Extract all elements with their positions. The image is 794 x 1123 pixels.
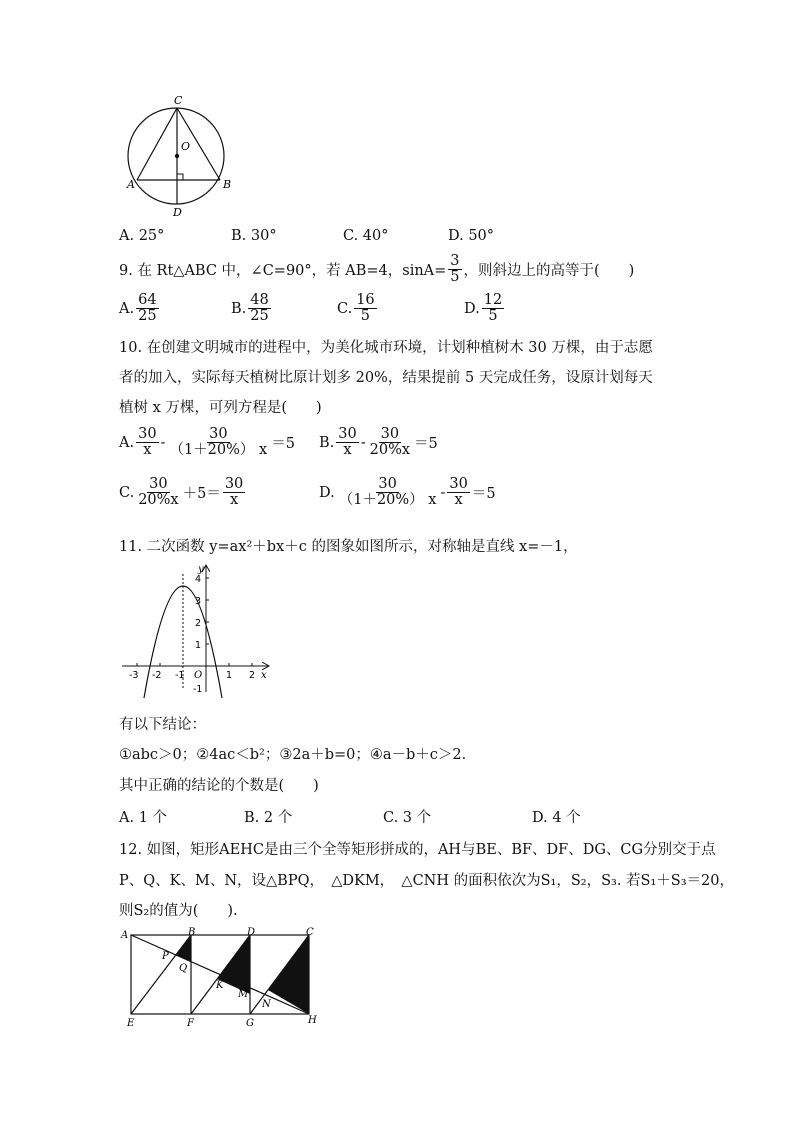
label-D: D [247,927,256,938]
x-axis-label: x [261,670,267,681]
q8-option-b: B. 30° [231,228,277,244]
label-G: G [246,1018,254,1029]
label-N: N [262,999,271,1010]
numerator: 30 [449,476,468,492]
q10-option-b [319,427,438,458]
label-B: B [188,927,196,938]
fraction [336,427,358,458]
parabola-graph [118,560,278,700]
denominator: x [143,442,152,459]
rhs: ＝5 [471,486,496,503]
numerator: 30 [209,426,228,442]
option-label: D. [464,300,480,317]
q9-stem-post: ，则斜边上的高等于( ) [463,263,635,280]
numerator: 30 [138,426,157,442]
y-tick-4: 4 [195,574,202,585]
y-tick-3: 3 [195,596,202,607]
label-Q: Q [179,963,188,974]
denominator: x [454,492,463,509]
option-label: C. [119,484,135,501]
q10-line2: 者的加入，实际每天植树比原计划多 20%，结果提前 5 天完成任务，设原计划每天 [119,370,653,386]
numerator: 64 [138,292,157,308]
label-F: F [187,1018,194,1029]
q9-option-c-fraction [354,293,376,324]
point-A-label: A [127,178,135,191]
origin-label: O [194,670,203,681]
q10-option-d [319,477,496,508]
label-P: P [162,951,169,962]
point-D-label: D [173,206,182,219]
fraction [368,427,412,458]
q8-option-d: D. 50° [448,228,495,244]
fraction [337,477,439,508]
y-axis-label: y [198,564,204,575]
fraction [223,477,245,508]
q9-option-c [337,293,379,324]
q11-option-b: B. 2 个 [244,810,293,826]
denominator: 20%x [138,492,179,509]
q12-line1: 12. 如图，矩形AEHC是由三个全等矩形拼成的，AH与BE、BF、DF、DG、CG分别交于点 [119,842,716,858]
q10-line1: 10. 在创建文明城市的进程中，为美化城市环境，计划种植树木 30 万棵，由于志愿 [119,340,653,356]
q11-conclusions: ①abc＞0；②4ac＜b²；③2a＋b=0；④a－b＋c＞2. [119,747,467,763]
y-tick-neg1: -1 [193,684,203,695]
q9-stem-pre: 9. 在 Rt△ABC 中，∠C=90°，若 AB=4，sinA= [119,263,447,280]
numerator: 30 [380,426,400,442]
numerator: 30 [224,476,244,492]
option-label: D. [319,484,335,501]
fraction [136,427,158,458]
q11-option-c: C. 3 个 [383,810,432,826]
x-tick-neg1: -1 [175,670,185,681]
q11-option-a: A. 1 个 [119,810,168,826]
q9-option-a [119,293,161,324]
q10-line3: 植树 x 万棵，可列方程是( ) [119,400,322,416]
q11-intro: 有以下结论： [119,717,206,733]
q9-option-d-fraction [482,293,504,324]
option-label: B. [231,300,247,317]
q10-option-c [119,477,247,508]
y-tick-2: 2 [195,618,202,629]
label-E: E [127,1018,135,1029]
rhs: ＝5 [271,436,295,453]
label-M: M [238,989,249,1000]
point-B-label: B [223,178,232,191]
option-label: B. [319,434,335,451]
point-C-label: C [174,94,183,107]
q8-option-a: A. 25° [119,228,165,244]
rhs: ＝5 [414,436,438,453]
numerator: 16 [356,292,375,308]
q8-option-c: C. 40° [343,228,389,244]
operator: - [360,434,366,451]
q9-sin-den: 5 [450,269,460,286]
label-H: H [308,1015,317,1026]
fraction [167,427,269,458]
denominator: 25 [138,308,157,325]
point-O-label: O [181,140,191,153]
q9-stem [119,254,634,285]
label-C: C [306,927,314,938]
q12-line3: 则S₂的值为( ). [119,903,238,919]
operator: - [160,434,166,451]
q10-option-a [119,427,295,458]
q11-stem: 11. 二次函数 y=ax²＋bx＋c 的图象如图所示，对称轴是直线 x=－1， [119,539,578,555]
denominator: 25 [250,308,269,325]
fraction [136,477,180,508]
numerator: 48 [250,292,269,308]
x-tick-neg2: -2 [152,670,162,681]
x-tick-2: 2 [249,670,256,681]
q11-option-d: D. 4 个 [532,810,581,826]
option-label: C. [337,300,353,317]
label-K: K [216,980,224,991]
denominator: （1＋20%） x [338,492,437,509]
q9-option-b-fraction [248,293,270,324]
x-tick-neg3: -3 [129,670,139,681]
y-tick-1: 1 [195,640,202,651]
rectangle-figure [118,926,328,1030]
q9-option-d [464,293,506,324]
denominator: x [343,442,352,459]
q12-line2: P、Q、K、M、N，设△BPQ， △DKM， △CNH 的面积依次为S₁，S₂，S₃. 若S₁＋S₃＝20， [119,873,735,889]
denominator: x [229,492,239,509]
circle-figure [118,92,243,222]
q9-option-b [231,293,273,324]
denominator: 5 [488,308,498,325]
q9-sin-fraction [448,254,461,285]
q9-option-a-fraction [136,293,158,324]
numerator: 30 [149,476,168,492]
numerator: 30 [378,476,397,492]
numerator: 30 [338,426,357,442]
option-label: A. [119,434,135,451]
operator: ＋5＝ [182,486,221,503]
denominator: 5 [360,308,371,325]
q11-ask: 其中正确的结论的个数是( ) [119,778,319,794]
q9-sin-num: 3 [450,253,460,269]
fraction [447,477,469,508]
label-A: A [121,930,129,941]
option-label: A. [119,300,135,317]
denominator: （1＋20%） x [169,442,268,459]
denominator: 20%x [369,442,411,459]
operator: - [440,484,446,501]
numerator: 12 [483,292,503,308]
x-tick-1: 1 [226,670,233,681]
